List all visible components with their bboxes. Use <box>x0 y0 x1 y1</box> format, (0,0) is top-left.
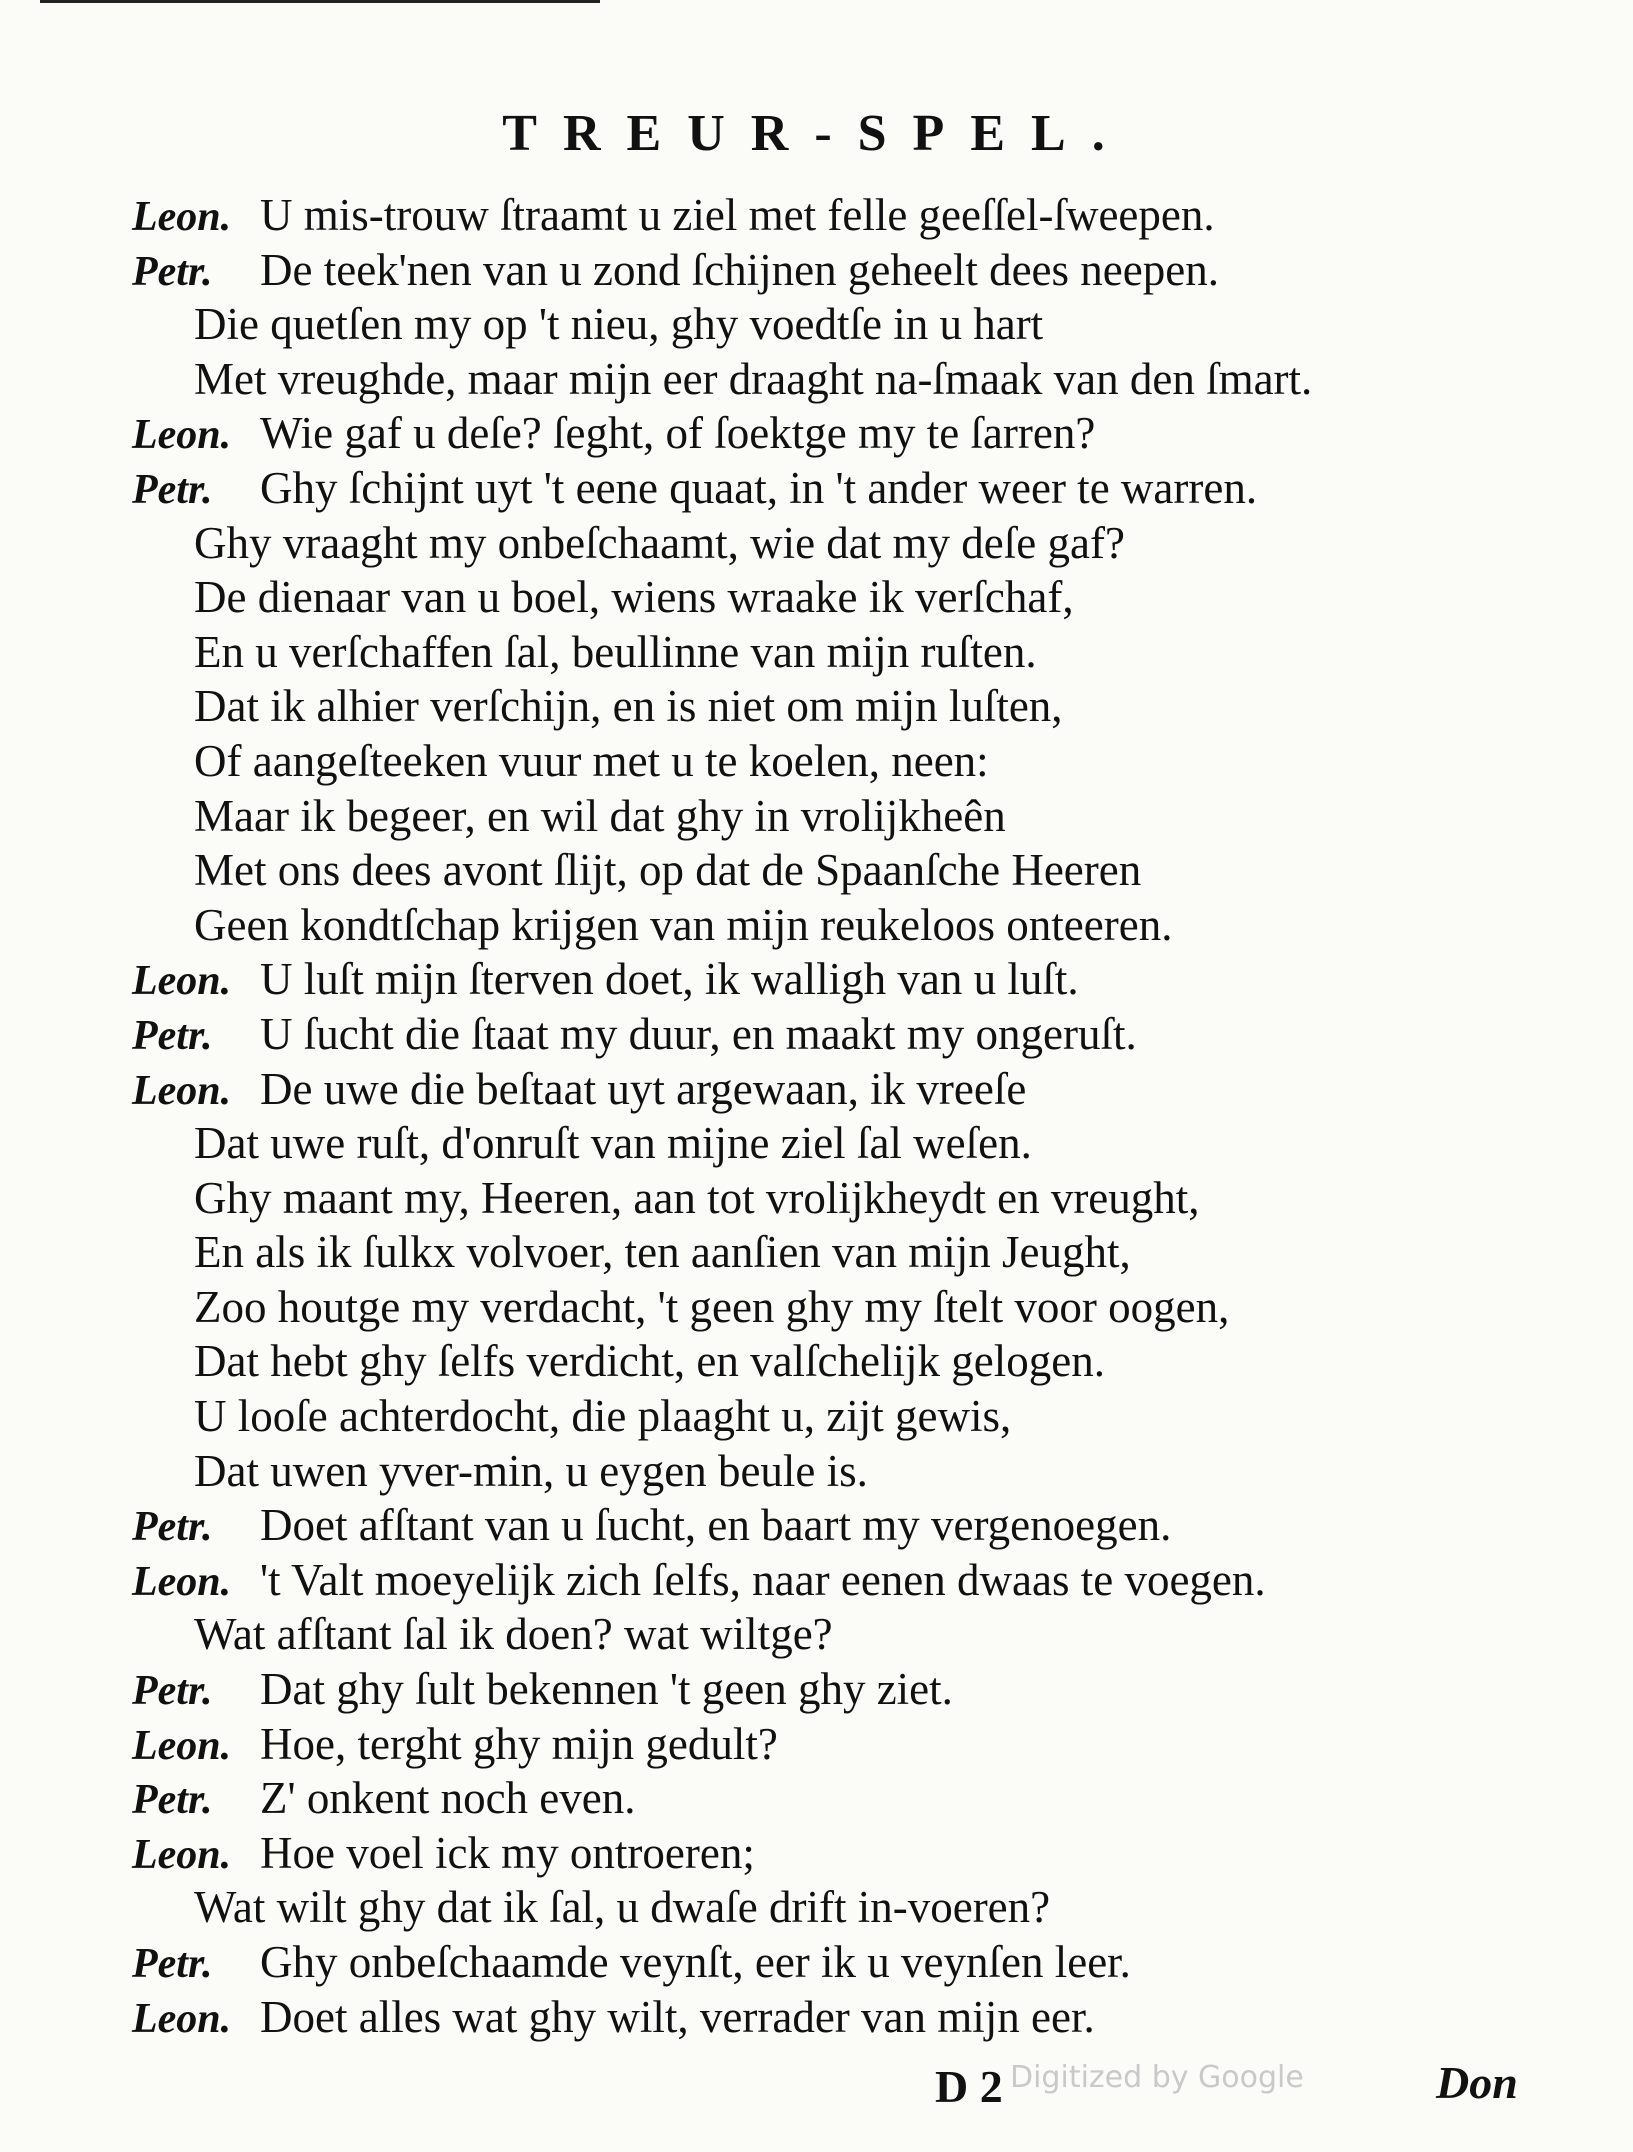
line-text: Wat afſtant ſal ik doen? wat wiltge? <box>194 1609 833 1660</box>
verse-line <box>132 1935 1532 1990</box>
line-text: Wat wilt ghy dat ik ſal, u dwaſe drift in-voeren? <box>194 1882 1051 1933</box>
line-text: 't Valt moeyelijk zich ſelfs, naar eenen dwaas te voegen. <box>260 1554 1266 1605</box>
verse-line <box>132 625 1532 680</box>
verse-line <box>132 1607 1532 1662</box>
verse-line <box>132 1771 1532 1826</box>
verse-line <box>132 1662 1532 1717</box>
line-text: Dat ik alhier verſchijn, en is niet om mijn luſten, <box>194 681 1063 732</box>
verse-line <box>132 1717 1532 1772</box>
line-text: U luſt mijn ſterven doet, ik walligh van u luſt. <box>260 954 1079 1005</box>
verse-line <box>132 952 1532 1007</box>
verse-line <box>132 243 1532 298</box>
line-text: U mis-trouw ſtraamt u ziel met felle geeſſel-ſweepen. <box>260 190 1215 240</box>
verse-line <box>132 1826 1532 1881</box>
verse-line <box>132 188 1532 243</box>
speaker-label: Leon. <box>132 1067 232 1114</box>
verse-line <box>132 1007 1532 1062</box>
line-text: Hoe voel ick my ontroeren; <box>260 1827 755 1878</box>
line-text: Dat hebt ghy ſelfs verdicht, en valſchelijk gelogen. <box>194 1336 1105 1387</box>
verse-line <box>132 406 1532 461</box>
speaker-label: Leon. <box>132 412 232 459</box>
line-text: Geen kondtſchap krijgen van mijn reukeloos onteeren. <box>194 899 1173 950</box>
speaker-label: Leon. <box>132 1558 232 1605</box>
line-text: Wie gaf u deſe? ſeght, of ſoektge my te ſarren? <box>260 408 1096 459</box>
verse-line <box>132 352 1532 407</box>
speaker-label: Petr. <box>132 1777 213 1824</box>
line-text: Doet afſtant van u ſucht, en baart my vergenoegen. <box>260 1500 1172 1551</box>
verse-line <box>132 1444 1532 1499</box>
line-text: Doet alles wat ghy wilt, verrader van mijn eer. <box>260 1991 1095 2042</box>
line-text: Dat ghy ſult bekennen 't geen ghy ziet. <box>260 1664 953 1715</box>
digitized-watermark: Digitized by Google <box>1010 2060 1304 2095</box>
verse-line <box>132 1280 1532 1335</box>
verse-line <box>132 570 1532 625</box>
verse-line <box>132 789 1532 844</box>
verse-line <box>132 516 1532 571</box>
line-text: En als ik ſulkx volvoer, ten aanſien van mijn Jeught, <box>194 1227 1131 1278</box>
verse-text <box>132 188 1532 2044</box>
line-text: Z' onkent noch even. <box>260 1773 636 1824</box>
line-text: Ghy ſchijnt uyt 't eene quaat, in 't ander weer te warren. <box>260 462 1258 513</box>
catchword: Don <box>1436 2057 1518 2108</box>
line-text: De uwe die beſtaat uyt argewaan, ik vreeſe <box>260 1063 1027 1114</box>
line-text: Hoe, terght ghy mijn gedult? <box>260 1718 778 1769</box>
speaker-label: Petr. <box>132 1012 213 1059</box>
speaker-label: Petr. <box>132 1504 213 1551</box>
line-text: De dienaar van u boel, wiens wraake ik verſchaf, <box>194 572 1074 623</box>
verse-line <box>132 1225 1532 1280</box>
verse-line <box>132 734 1532 789</box>
line-text: Zoo houtge my verdacht, 't geen ghy my ſtelt voor oogen, <box>194 1281 1230 1332</box>
verse-line <box>132 1116 1532 1171</box>
verse-line <box>132 843 1532 898</box>
line-text: Dat uwen yver-min, u eygen beule is. <box>194 1445 868 1496</box>
verse-line <box>132 297 1532 352</box>
line-text: Of aangeſteeken vuur met u te koelen, neen: <box>194 735 989 786</box>
verse-line <box>132 1171 1532 1226</box>
verse-line <box>132 1334 1532 1389</box>
line-text: Ghy maant my, Heeren, aan tot vrolijkheydt en vreught, <box>194 1172 1200 1223</box>
line-text: De teek'nen van u zond ſchijnen geheelt dees neepen. <box>260 244 1219 295</box>
speaker-label: Petr. <box>132 248 213 295</box>
line-text: Maar ik begeer, en wil dat ghy in vrolijkheên <box>194 790 1006 841</box>
verse-line <box>132 1990 1532 2045</box>
line-text: Dat uwe ruſt, d'onruſt van mijne ziel ſal weſen. <box>194 1118 1032 1169</box>
line-text: Ghy vraaght my onbeſchaamt, wie dat my deſe gaf? <box>194 517 1125 568</box>
verse-line <box>132 1062 1532 1117</box>
speaker-label: Petr. <box>132 1668 213 1715</box>
running-header: TREUR-SPEL. <box>502 105 1131 162</box>
speaker-label: Leon. <box>132 958 232 1005</box>
speaker-label: Leon. <box>132 1831 232 1878</box>
verse-line <box>132 461 1532 516</box>
speaker-label: Leon. <box>132 194 232 240</box>
line-text: Met vreughde, maar mijn eer draaght na-ſmaak van den ſmart. <box>194 353 1313 404</box>
verse-line <box>132 679 1532 734</box>
speaker-label: Leon. <box>132 1722 232 1769</box>
top-rule <box>40 0 600 3</box>
speaker-label: Leon. <box>132 1995 232 2042</box>
verse-line <box>132 1880 1532 1935</box>
line-text: U ſucht die ſtaat my duur, en maakt my ongeruſt. <box>260 1008 1137 1059</box>
line-text: Ghy onbeſchaamde veynſt, eer ik u veynſen leer. <box>260 1937 1131 1987</box>
speaker-label: Petr. <box>132 466 213 513</box>
line-text: Die quetſen my op 't nieu, ghy voedtſe in u hart <box>194 299 1044 350</box>
line-text: Met ons dees avont ſlijt, op dat de Spaanſche Heeren <box>194 845 1142 896</box>
line-text: U looſe achterdocht, die plaaght u, zijt gewis, <box>194 1391 1012 1442</box>
verse-line <box>132 1389 1532 1444</box>
speaker-label: Petr. <box>132 1941 213 1987</box>
verse-line <box>132 1498 1532 1553</box>
signature-mark: D 2 <box>935 2061 1003 2112</box>
line-text: En u verſchaffen ſal, beullinne van mijn ruſten. <box>194 626 1037 677</box>
verse-line <box>132 898 1532 953</box>
verse-line <box>132 1553 1532 1608</box>
